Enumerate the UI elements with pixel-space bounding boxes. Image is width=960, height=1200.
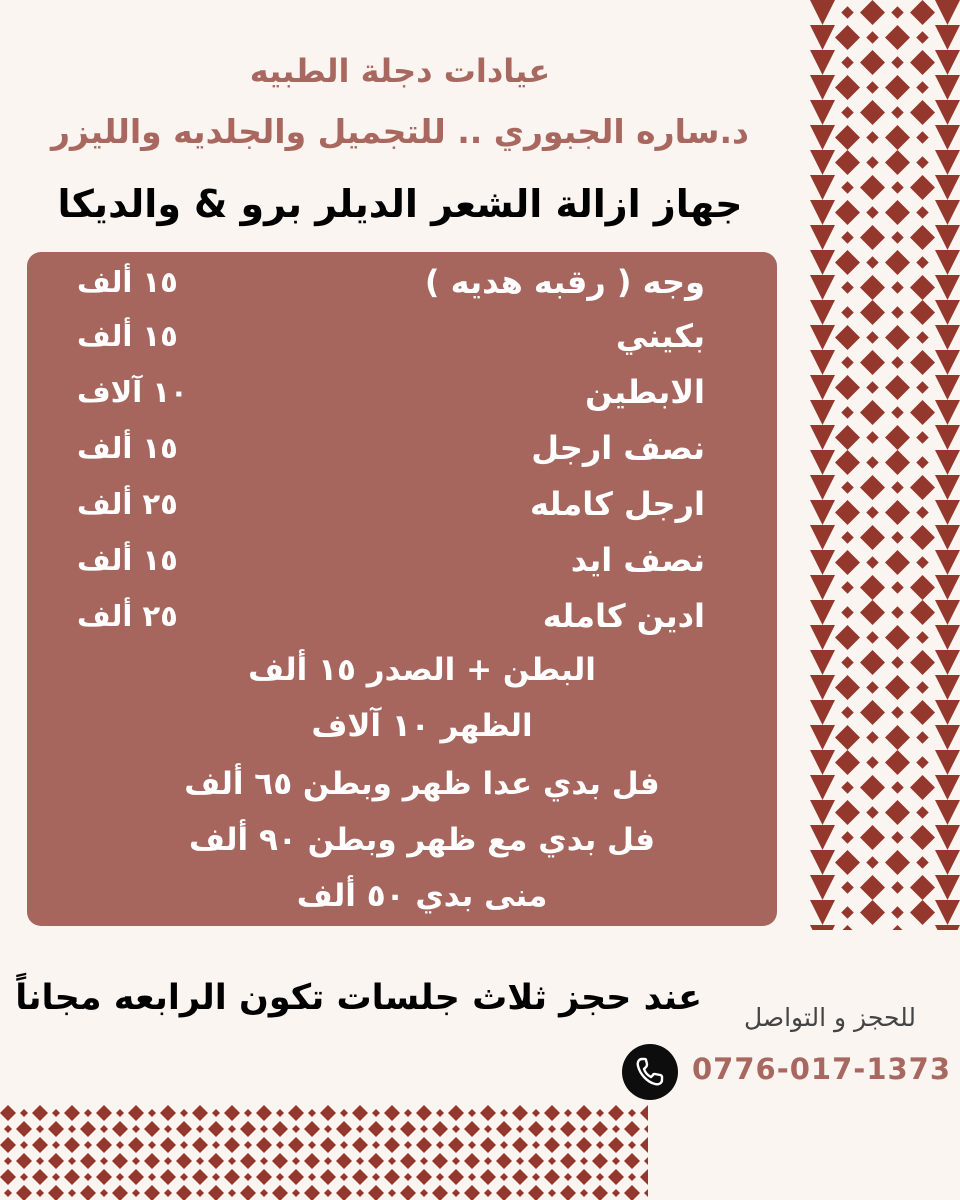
offer-text: عند حجز ثلاث جلسات تكون الرابعه مجاناً <box>15 978 702 1018</box>
contact-label: للحجز و التواصل <box>743 1003 916 1032</box>
price-row <box>27 588 777 644</box>
price-row <box>27 308 777 364</box>
item-price: ١٥ ألف <box>77 265 178 299</box>
item-price: ٢٥ ألف <box>77 487 178 521</box>
phone-icon[interactable] <box>622 1044 678 1100</box>
item-name: الابطين <box>585 373 705 411</box>
price-row <box>27 254 777 310</box>
item-name: ارجل كامله <box>529 485 705 523</box>
device-title: جهاز ازالة الشعر الديلر برو & والديكا <box>57 182 743 226</box>
item-price: ١٥ ألف <box>77 543 178 577</box>
bottom-decorative-pattern <box>0 1105 648 1200</box>
phone-number[interactable]: 0776-017-1373 <box>692 1052 952 1086</box>
package-row: فل بدي مع ظهر وبطن ٩٠ ألف <box>188 822 656 858</box>
clinic-name: عيادات دجلة الطبيه <box>249 52 551 90</box>
doctor-line: د.ساره الجبوري .. للتجميل والجلديه والليزر <box>51 112 749 151</box>
package-row: منى بدي ٥٠ ألف <box>296 878 548 914</box>
price-row <box>27 532 777 588</box>
item-name: وجه ( رقبه هديه ) <box>424 263 705 301</box>
package-row: البطن + الصدر ١٥ ألف <box>248 652 596 688</box>
item-price: ١٥ ألف <box>77 319 178 353</box>
item-name: بكيني <box>615 317 705 355</box>
item-name: ادين كامله <box>542 597 705 635</box>
item-name: نصف ارجل <box>531 429 705 467</box>
side-decorative-pattern <box>810 0 960 930</box>
price-list <box>27 252 777 926</box>
item-name: نصف ايد <box>570 541 705 579</box>
price-row <box>27 476 777 532</box>
price-row <box>27 420 777 476</box>
package-row: الظهر ١٠ آلاف <box>311 708 533 744</box>
item-price: ١٥ ألف <box>77 431 178 465</box>
item-price: ١٠ آلاف <box>77 375 188 409</box>
price-row <box>27 364 777 420</box>
package-row: فل بدي عدا ظهر وبطن ٦٥ ألف <box>184 766 660 802</box>
item-price: ٢٥ ألف <box>77 599 178 633</box>
